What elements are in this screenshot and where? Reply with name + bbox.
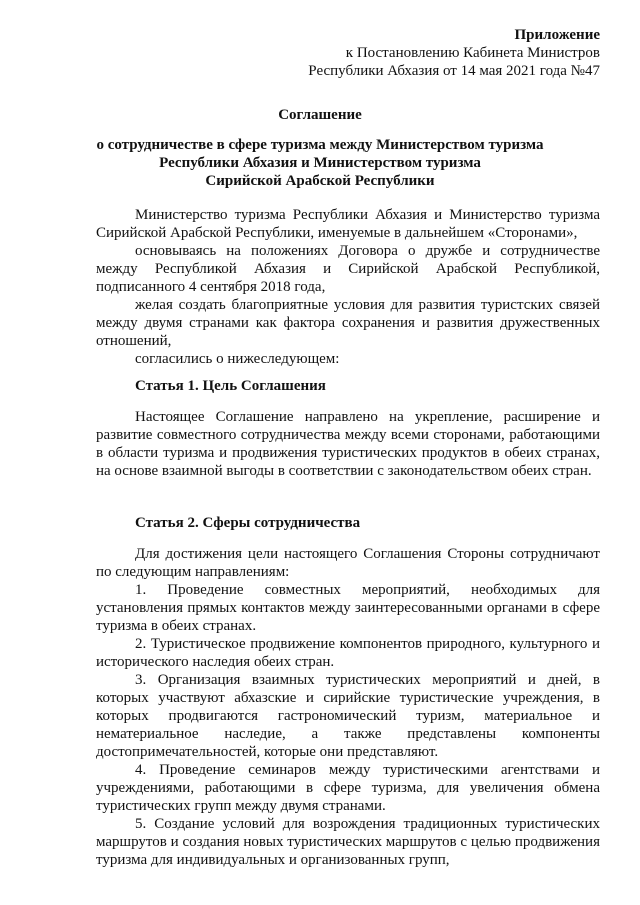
article-2-body xyxy=(96,545,600,869)
article-1-paragraph: Настоящее Соглашение направлено на укрепление, расширение и развитие совместного сотрудничества между всеми сторонами, работающими в области туризма и продвижения туристических продуктов в обеих странах, на основе взаимной выгоды в соответствии с законодательством обеих стран. xyxy=(96,409,600,479)
article-2-item-5: 5. Создание условий для возрождения традиционных туристических маршрутов и создания новых туристических маршрутов с целью продвижения туризма для индивидуальных и организованных групп, xyxy=(96,816,600,868)
preamble-paragraph-3: желая создать благоприятные условия для развития туристских связей между двумя странами как фактора сохранения и развития дружественных отношений, xyxy=(96,297,600,349)
appendix-header xyxy=(308,26,600,80)
agreement-subtitle-line-3: Сирийской Арабской Республики xyxy=(205,173,435,189)
article-2-intro: Для достижения цели настоящего Соглашения Стороны сотрудничают по следующим направлениям: xyxy=(96,546,600,580)
article-1-body xyxy=(96,408,600,480)
preamble-paragraph-4: согласились о нижеследующем: xyxy=(135,351,340,367)
appendix-line-2: Республики Абхазия от 14 мая 2021 года №47 xyxy=(308,63,600,79)
agreement-subtitle xyxy=(90,136,550,190)
article-1-heading: Статья 1. Цель Соглашения xyxy=(135,378,326,394)
agreement-title: Соглашение xyxy=(278,107,362,123)
article-2-item-2: 2. Туристическое продвижение компонентов природного, культурного и исторического наследия обеих стран. xyxy=(96,636,600,670)
preamble-paragraph-1: Министерство туризма Республики Абхазия и Министерство туризма Сирийской Арабской Республики, именуемые в дальнейшем «Сторонами», xyxy=(96,207,600,241)
article-2-item-4: 4. Проведение семинаров между туристическими агентствами и учреждениями, работающими в сфере туризма, для увеличения обмена туристических групп между двумя странами. xyxy=(96,762,600,814)
agreement-subtitle-line-1: о сотрудничестве в сфере туризма между Министерством туризма xyxy=(96,137,544,153)
article-2-item-1: 1. Проведение совместных мероприятий, необходимых для установления прямых контактов между заинтересованными органами в сфере туризма в обеих странах. xyxy=(96,582,600,634)
appendix-title: Приложение xyxy=(514,27,600,43)
preamble xyxy=(96,206,600,368)
preamble-paragraph-2: основываясь на положениях Договора о дружбе и сотрудничестве между Республикой Абхазия и Сирийской Арабской Республикой, подписанного 4 сентября 2018 года, xyxy=(96,243,600,295)
article-2-item-3: 3. Организация взаимных туристических мероприятий и дней, в которых участвуют абхазские и сирийские туристические учреждения, в которых продвигаются гастрономический туризм, материальное и нематериальное наследие, а также представлены компоненты достопримечательностей, которые они представляют. xyxy=(96,672,600,760)
appendix-line-1: к Постановлению Кабинета Министров xyxy=(345,45,600,61)
agreement-subtitle-line-2: Республики Абхазия и Министерством туризма xyxy=(159,155,481,171)
article-2-heading: Статья 2. Сферы сотрудничества xyxy=(135,515,361,531)
